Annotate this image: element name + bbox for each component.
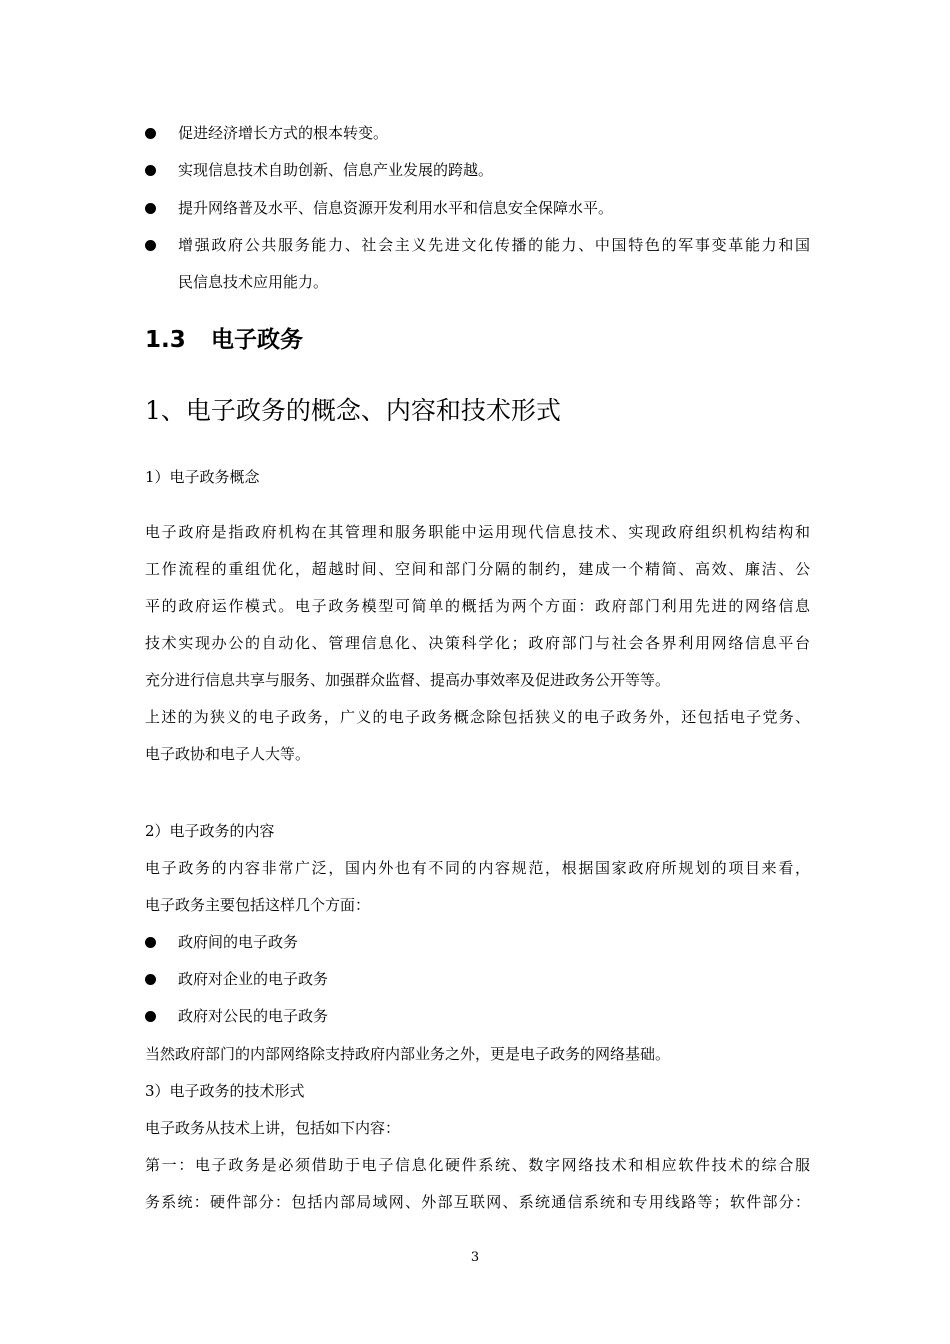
paragraph-line: 电子政务从技术上讲，包括如下内容： [145,1119,401,1137]
chapter-heading: 1、电子政务的概念、内容和技术形式 [145,396,561,425]
list-item [145,115,810,152]
list-item [145,152,810,189]
list-item-text: 政府间的电子政务 [178,933,299,951]
content-intro-paragraph [145,850,810,924]
list-item-text: 提升网络普及水平、信息资源开发利用水平和信息安全保障水平。 [178,199,614,217]
bullet-icon [145,974,156,985]
section-title: 电子政务 [211,327,303,353]
subsection-title-concept: 1）电子政务概念 [145,468,260,486]
list-item-text: 实现信息技术自助创新、信息产业发展的跨越。 [178,161,494,179]
paragraph-line: 技术实现办公的自动化、管理信息化、决策科学化；政府部门与社会各界利用网络信息平台 [145,634,810,652]
paragraph-line: 工作流程的重组优化，超越时间、空间和部门分隔的制约，建成一个精简、高效、廉洁、公 [145,560,810,578]
bullet-icon [145,1011,156,1022]
paragraph-line: 电子政务主要包括这样几个方面： [145,896,371,914]
bullet-icon [145,165,156,176]
list-item [145,190,810,227]
subsection-title-content: 2）电子政务的内容 [145,822,275,840]
paragraph-line: 电子政务的内容非常广泛，国内外也有不同的内容规范，根据国家政府所规划的项目来看， [145,859,810,877]
list-item-text: 政府对公民的电子政务 [178,1007,329,1025]
page-number: 3 [470,1250,480,1265]
paragraph-line: 充分进行信息共享与服务、加强群众监督、提高办事效率及促进政务公开等等。 [145,671,671,689]
bullet-icon [145,128,156,139]
list-item [145,961,810,998]
list-item-text-continued: 民信息技术应用能力。 [178,273,329,291]
content-note-paragraph [145,1036,810,1073]
paragraph-line: 当然政府部门的内部网络除支持政府内部业务之外，更是电子政务的网络基础。 [145,1045,671,1063]
paragraph-line: 电子政协和电子人大等。 [145,745,311,763]
bullet-icon [145,203,156,214]
paragraph-line: 上述的为狭义的电子政务，广义的电子政务概念除包括狭义的电子政务外，还包括电子党务、 [145,708,810,726]
list-item [145,998,810,1035]
paragraph-line: 务系统：硬件部分：包括内部局域网、外部互联网、系统通信系统和专用线路等；软件部分： [145,1193,810,1211]
bullet-icon [145,240,156,251]
concept-paragraph [145,514,810,773]
section-number: 1.3 [145,327,186,353]
section-heading [145,322,303,358]
list-item-text: 政府对企业的电子政务 [178,970,329,988]
list-item [145,227,810,301]
paragraph-line: 电子政府是指政府机构在其管理和服务职能中运用现代信息技术、实现政府组织机构结构和 [145,523,810,541]
subsection-title-tech: 3）电子政务的技术形式 [145,1082,305,1100]
bullet-icon [145,937,156,948]
paragraph-line: 第一：电子政务是必须借助于电子信息化硬件系统、数字网络技术和相应软件技术的综合服 [145,1156,810,1174]
paragraph-line: 平的政府运作模式。电子政务模型可简单的概括为两个方面：政府部门利用先进的网络信息 [145,597,810,615]
list-item-text: 促进经济增长方式的根本转变。 [178,124,389,142]
list-item-text: 增强政府公共服务能力、社会主义先进文化传播的能力、中国特色的军事变革能力和国 [178,236,810,254]
list-item [145,924,810,961]
tech-section [145,1073,810,1221]
